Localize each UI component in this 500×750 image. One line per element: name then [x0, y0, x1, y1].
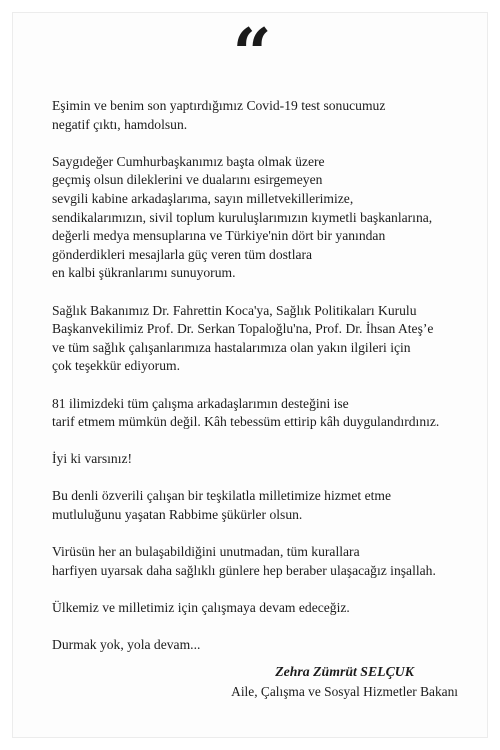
text-line: gönderdikleri mesajlarla güç veren tüm dostlara	[52, 246, 313, 262]
signatory-title: Aile, Çalışma ve Sosyal Hizmetler Bakanı	[231, 684, 458, 699]
text-line: değerli medya mensuplarına ve Türkiye'nin dört bir yanından	[52, 228, 386, 244]
paragraph	[52, 636, 492, 655]
text-line: geçmiş olsun dileklerini ve dualarını esirgemeyen	[52, 172, 323, 188]
text-line: Durmak yok, yola devam...	[52, 637, 201, 653]
text-line: Saygıdeğer Cumhurbaşkanımız başta olmak üzere	[52, 153, 325, 169]
text-line: Eşimin ve benim son yaptırdığımız Covid-19 test sonucumuz	[52, 98, 386, 113]
paragraph	[52, 302, 492, 376]
text-line: mutluluğunu yaşatan Rabbime şükürler olsun.	[52, 507, 303, 523]
text-line: çok teşekkür ediyorum.	[52, 358, 180, 374]
text-line: Virüsün her an bulaşabildiğini unutmadan, tüm kurallara	[52, 544, 360, 560]
paragraph	[52, 395, 492, 432]
paragraph	[52, 450, 492, 469]
signatory-name: Zehra Zümrüt SELÇUK	[275, 664, 414, 679]
text-line: Ülkemiz ve milletimiz için çalışmaya devam edeceğiz.	[52, 600, 350, 616]
text-line: 81 ilimizdeki tüm çalışma arkadaşlarımın desteğini ise	[52, 395, 349, 411]
text-line: Sağlık Bakanımız Dr. Fahrettin Koca'ya, Sağlık Politikaları Kurulu	[52, 302, 417, 318]
text-line: sendikalarımızın, sivil toplum kuruluşlarımızın kıymetli başkanlarına,	[52, 209, 433, 225]
text-line: ve tüm sağlık çalışanlarımıza hastalarımıza olan yakın ilgileri için	[52, 339, 411, 355]
signature-block	[231, 662, 458, 702]
paragraph	[52, 153, 492, 283]
paragraph	[52, 543, 492, 580]
opening-quote-mark: “	[232, 14, 268, 94]
letter-paper	[12, 12, 488, 738]
text-line: harfiyen uyarsak daha sağlıklı günlere hep beraber ulaşacağız inşallah.	[52, 562, 436, 578]
paragraph	[52, 97, 492, 134]
text-line: İyi ki varsınız!	[52, 451, 133, 467]
text-line: Başkanvekilimiz Prof. Dr. Serkan Topaloğlu'na, Prof. Dr. İhsan Ateş’e	[52, 321, 434, 337]
text-line: en kalbi şükranlarımı sunuyorum.	[52, 265, 236, 281]
letter-body	[52, 97, 492, 655]
text-line: Bu denli özverili çalışan bir teşkilatla milletimize hizmet etme	[52, 488, 391, 504]
paragraph	[52, 487, 492, 524]
text-line: sevgili kabine arkadaşlarıma, sayın milletvekillerimize,	[52, 190, 354, 206]
text-line: tarif etmem mümkün değil. Kâh tebessüm ettirip kâh duygulandırdınız.	[52, 414, 440, 430]
paragraph	[52, 599, 492, 618]
text-line: negatif çıktı, hamdolsun.	[52, 116, 188, 132]
